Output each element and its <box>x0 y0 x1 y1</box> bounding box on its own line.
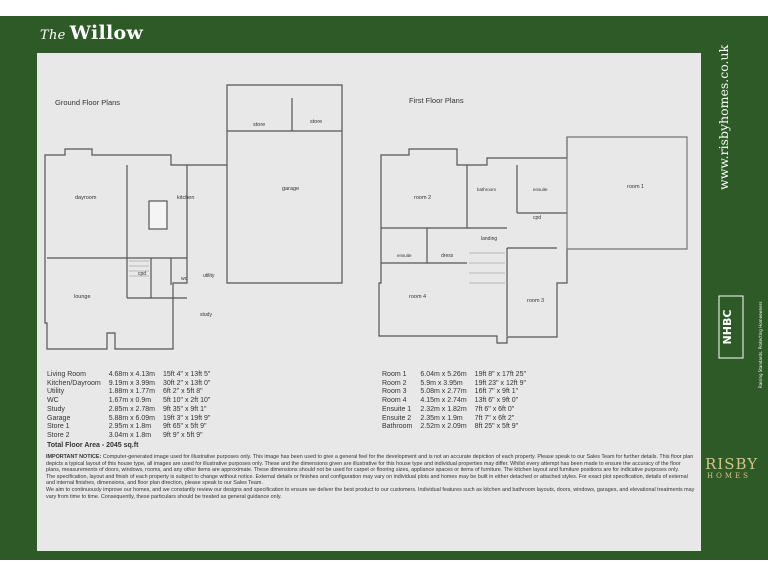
dimension-metric: 5.88m x 6.09m <box>108 414 156 422</box>
ground-dimensions-table <box>47 371 218 441</box>
room-label-bathroom: bathroom <box>477 187 497 192</box>
dimension-room: Bathroom <box>382 423 413 431</box>
dimension-metric: 2.85m x 2.78m <box>108 405 156 413</box>
dimension-imperial: 6ft 2" x 5ft 8" <box>163 388 203 396</box>
dimension-imperial: 19ft 3" x 19ft 9" <box>163 414 211 422</box>
room-label-store-1: store <box>253 122 266 128</box>
dimension-imperial: 8ft 25" x 5ft 9" <box>474 423 519 431</box>
room-label-room-2: room 2 <box>414 195 432 201</box>
room-label-cpd: cpd <box>138 271 147 277</box>
brand-name: RISBY <box>705 455 759 473</box>
title-name: Willow <box>69 22 144 44</box>
dimension-imperial: 30ft 2" x 13ft 0" <box>163 379 211 387</box>
room-label-room-3: room 3 <box>527 298 545 304</box>
dimension-row <box>382 415 534 424</box>
dimension-room: Utility <box>47 388 65 396</box>
title-prefix: The <box>40 28 66 43</box>
dimension-room: Store 1 <box>47 423 70 431</box>
dimension-room: Room 3 <box>382 388 407 396</box>
dimension-row <box>382 406 534 415</box>
room-label-room-1: room 1 <box>627 184 645 190</box>
ground-plan-title: Ground Floor Plans <box>55 98 121 107</box>
room-label-wc: wc <box>181 276 188 282</box>
nhbc-tagline: Raising Standards. Protecting Homeowners <box>758 301 763 388</box>
dimension-imperial: 5ft 10" x 2ft 10" <box>163 397 211 405</box>
dimension-imperial: 19ft 23" x 12ft 9" <box>474 379 526 387</box>
room-label-room-4: room 4 <box>409 294 427 300</box>
floor-plans-drawing <box>37 53 701 373</box>
dimension-row <box>47 380 218 389</box>
notice-heading: IMPORTANT NOTICE: <box>46 454 102 460</box>
ground-floor-outline <box>45 149 187 349</box>
dimension-row <box>382 380 534 389</box>
total-floor-area: Total Floor Area - 2045 sq.ft <box>47 442 139 449</box>
notice-paragraph-2: The specification, layout and finish of each property is subject to change without notice. External details or finishes and configuration may vary on individual plots and homes may be built in either detached or attached styles. For exact plot specification, details of external and internal finishes, dimensions, and floor plan direction, please speak to our Sales Team. <box>46 473 688 487</box>
room-label-utility: utility <box>203 273 215 279</box>
dimension-row <box>47 415 218 424</box>
dimension-row <box>47 406 218 415</box>
first-floor-outline <box>379 137 687 343</box>
dimension-metric: 9.19m x 3.99m <box>108 379 156 387</box>
risby-homes-logo <box>705 455 759 480</box>
plan-sheet <box>37 53 701 551</box>
dimension-metric: 2.32m x 1.82m <box>420 405 467 413</box>
dimension-metric: 2.35m x 1.9m <box>420 414 463 422</box>
dimension-metric: 6.04m x 5.26m <box>420 371 467 378</box>
nhbc-label: NHBC <box>721 309 734 345</box>
dimension-room: Living Room <box>47 371 86 378</box>
dimension-imperial: 9ft 9" x 5ft 9" <box>163 431 203 439</box>
dimension-metric: 2.95m x 1.8m <box>108 423 152 431</box>
room-label-study: study <box>200 312 212 318</box>
dimension-row <box>47 371 218 380</box>
dimension-metric: 1.88m x 1.77m <box>108 388 156 396</box>
room-label-dayroom: dayroom <box>75 195 97 201</box>
dimension-room: Room 4 <box>382 397 407 405</box>
dimension-room: Room 2 <box>382 379 407 387</box>
important-notice <box>46 454 696 500</box>
dimension-metric: 2.52m x 2.09m <box>420 423 467 431</box>
first-dimensions-table <box>382 371 534 432</box>
room-label-landing: landing <box>481 236 498 242</box>
dimension-imperial: 7ft 6" x 6ft 0" <box>474 405 515 413</box>
dimension-row <box>382 371 534 380</box>
nhbc-logo <box>718 295 744 359</box>
dimension-row <box>47 432 218 441</box>
dimension-metric: 3.04m x 1.8m <box>108 431 152 439</box>
room-label-store-2: store <box>310 119 323 125</box>
dimension-row <box>47 423 218 432</box>
dimension-row <box>47 397 218 406</box>
room-label-garage: garage <box>282 186 300 192</box>
dimension-room: Ensuite 2 <box>382 414 412 422</box>
dimension-row <box>47 388 218 397</box>
website-link[interactable]: www.risbyhomes.co.uk <box>716 44 731 190</box>
dimension-room: Room 1 <box>382 371 407 378</box>
room-label-cpd-first: cpd <box>533 215 542 221</box>
dimension-room: Ensuite 1 <box>382 405 412 413</box>
first-plan-title: First Floor Plans <box>409 96 464 105</box>
dimension-imperial: 15ft 4" x 13ft 5" <box>163 371 211 378</box>
dimension-imperial: 9ft 65" x 5ft 9" <box>163 423 207 431</box>
dimension-room: Store 2 <box>47 431 70 439</box>
dimension-room: Garage <box>47 414 71 422</box>
room-label-ensuite-1: ensuite <box>533 187 548 192</box>
garage-outline <box>227 85 342 283</box>
dimension-imperial: 13ft 6" x 9ft 0" <box>474 397 519 405</box>
room-label-ensuite-2: ensuite <box>397 253 412 258</box>
nhbc-icon <box>718 295 744 359</box>
dimension-metric: 4.68m x 4.13m <box>108 371 156 378</box>
house-title <box>40 22 143 44</box>
dimension-metric: 5.08m x 2.77m <box>420 388 467 396</box>
dimension-imperial: 7ft 7" x 6ft 2" <box>474 414 515 422</box>
dimension-row <box>382 388 534 397</box>
room-label-dress: dress <box>441 253 454 259</box>
dimension-room: Study <box>47 405 65 413</box>
dimension-imperial: 19ft 8" x 17ft 25" <box>474 371 526 378</box>
dimension-metric: 5.9m x 3.95m <box>420 379 463 387</box>
room-label-lounge: lounge <box>74 294 91 300</box>
dimension-imperial: 9ft 35" x 9ft 1" <box>163 405 207 413</box>
notice-paragraph-1: Computer-generated image used for illustrative purposes only. This image has been used to give a general feel for the development and is not an accurate depiction of each property. Please speak to our Sales Team for further details. This floor plan depicts a typical layout of this house type, all images are used for illustrative purposes only. These and the dimensions given are illustrative for this house type and individual properties may differ. Whilst every attempt has been made to ensure the accuracy of the floor plans, measurements of doors, windows, rooms, and any other items are approximate. These dimensions should not be used for carpet or flooring sizes, appliance spaces or items of furniture. The kitchen layout and furniture positions are for indicative purposes only. <box>46 454 694 474</box>
dimension-row <box>382 423 534 432</box>
dimension-room: WC <box>47 397 59 405</box>
dimension-row <box>382 397 534 406</box>
dimension-room: Kitchen/Dayroom <box>47 379 101 387</box>
room-label-kitchen: kitchen <box>177 195 195 201</box>
dimension-imperial: 16ft 7" x 9ft 1" <box>474 388 519 396</box>
dimension-metric: 4.15m x 2.74m <box>420 397 467 405</box>
brand-subtitle: HOMES <box>707 472 751 480</box>
dimension-metric: 1.67m x 0.9m <box>108 397 152 405</box>
notice-paragraph-3: We aim to continuously improve our homes, and we constantly review our designs and specification to ensure we deliver the best product to our customers. Individual features such as kitchen and bathroom layouts, doors, windows, garages, and elevational treatments may vary from time to time. Consequently, these particulars should be treated as general guidance only. <box>46 486 695 500</box>
